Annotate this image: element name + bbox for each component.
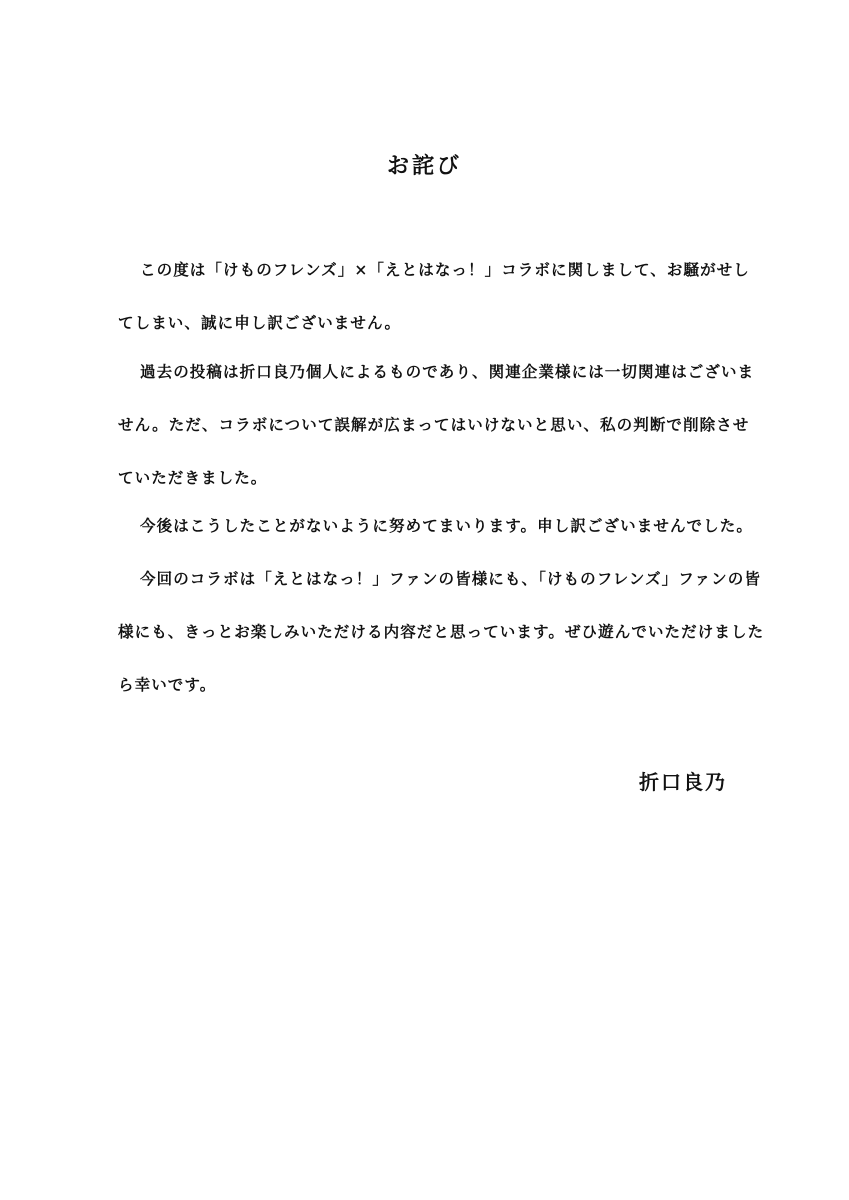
paragraph-line: 今回のコラボは「えとはなっ！」ファンの皆様にも、「けものフレンズ」ファンの皆 xyxy=(140,569,761,588)
paragraph-line: せん。ただ、コラボについて誤解が広まってはいけないと思い、私の判断で削除させ xyxy=(118,415,750,434)
paragraph-line: 過去の投稿は折口良乃個人によるものであり、関連企業様には一切関連はございま xyxy=(140,362,755,381)
paragraph-line: てしまい、誠に申し訳ございません。 xyxy=(118,313,402,332)
paragraph-line: この度は「けものフレンズ」×「えとはなっ！」コラボに関しまして、お騒がせし xyxy=(140,260,750,279)
paragraph-3 xyxy=(118,508,753,561)
paragraph-4 xyxy=(118,561,765,720)
document-title: お詫び xyxy=(386,153,462,179)
paragraph-line: 今後はこうしたことがないように努めてまいります。申し訳ございませんでした。 xyxy=(140,516,753,535)
paragraph-1 xyxy=(118,252,750,358)
paragraph-2 xyxy=(118,354,755,513)
paragraph-line: ていただきました。 xyxy=(118,468,268,487)
paragraph-line: ら幸いです。 xyxy=(118,675,217,694)
paragraph-line: 様にも、きっとお楽しみいただける内容だと思っています。ぜひ遊んでいただけました xyxy=(118,622,765,641)
signature: 折口良乃 xyxy=(639,770,727,794)
